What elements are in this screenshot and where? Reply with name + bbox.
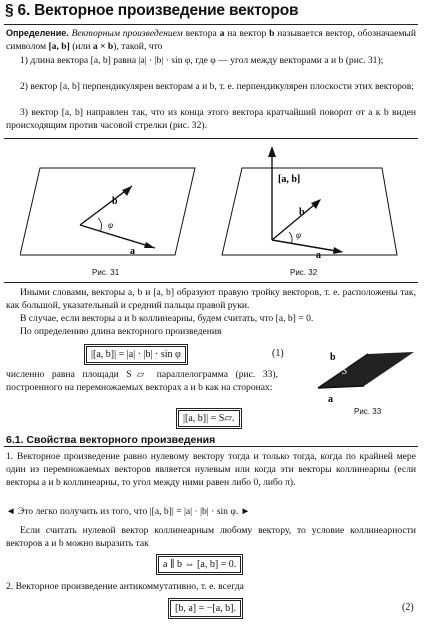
proof-1: ◄ Это легко получить из того, что |[a, b]| = |a| · |b| · sin φ. ► [6,506,251,517]
definition-rule [4,138,418,139]
label-a: a [316,250,321,261]
title-rule [4,24,418,25]
arrowhead-a [333,247,343,254]
caption-31: Рис. 31 [92,268,120,277]
arrowhead-a [144,242,155,248]
angle-arc [289,232,292,244]
definition-paragraph [6,27,416,53]
angle-arc [98,218,102,232]
label-a: a [130,246,135,257]
definition-item-3: 3) вектор [a, b] направлен так, что из конца этого вектора кратчайший поворот от a к b виден происходящим против часовой стрелки (рис. 32). [6,107,416,131]
label-b: b [112,196,118,207]
body-paragraph-2: В случае, если векторы a и b коллинеарны, будем считать, что [a, b] = 0. [20,313,314,324]
definition-text: вектора [182,28,220,39]
phi-label: φ [296,230,301,240]
area-label: S [342,366,347,377]
body-paragraph-4: численно равна площади S▱ параллелограмма (рис. 33), построенного на перемножаемых векторах a и b как на сторонах: [6,369,278,393]
section-rule [4,446,418,447]
label-b: b [299,207,305,218]
figure-33 [306,344,422,414]
cross-symbol-alt: a × b [92,41,114,52]
caption-33: Рис. 33 [354,407,382,416]
figure-32 [212,140,412,280]
equation-number-2: (2) [402,602,414,613]
phi-label: φ [108,220,113,230]
definition-text: ), такой, что [113,41,163,52]
plane [20,168,195,255]
arrow-a [80,225,155,248]
section-title: 6.1. Свойства векторного произведения [6,434,216,446]
caption-32: Рис. 32 [290,268,318,277]
plane [222,168,397,255]
definition-item-2: 2) вектор [a, b] перпендикулярен векторам a и b, т. е. перпендикулярен плоскости этих векторов; [20,81,414,92]
body-paragraph-5: Если считать нулевой вектор коллинеарным любому вектору, то условие коллинеарности векторов a и b можно выразить так [6,525,416,549]
definition-term: Векторным произведением [71,28,183,39]
definition-item-1: 1) длина вектора [a, b] равна |a| · |b| · sin φ, где φ — угол между векторами a и b (рис. 31); [20,55,384,66]
equation-number-1: (1) [272,348,284,359]
definition-text: (или [69,41,93,52]
formula-length: |[a, b]| = |a| · |b| · sin φ [86,346,186,363]
property-1: 1. Векторное произведение равно нулевому вектору тогда и только тогда, когда по крайней мере один из перемножаемых векторов является нулевым или когда эти векторы коллинеарны (если векторы a и b коллинеарны, то угол между ними равен либо 0, либо π). [6,451,416,488]
vector-a: a [219,28,225,39]
arrow-a [272,240,342,252]
figures-rule [4,282,418,283]
definition-text: называется вектор, обозначаемый символом [6,28,416,52]
label-a: a [328,394,333,405]
label-b: b [330,352,336,363]
vector-b: b [269,28,275,39]
body-paragraph-3: По определению длина векторного произведения [20,326,222,337]
arrowhead-ab [268,146,276,157]
formula-collinear: a ∥ b ⇔ [a, b] = 0. [158,556,241,573]
definition-label: Определение. [6,28,69,38]
formula-anticommutative: [b, a] = −[a, b]. [170,600,241,617]
property-2: 2. Векторное произведение антикоммутативно, т. е. всегда [6,581,244,592]
cross-symbol: [a, b] [48,41,70,52]
label-ab: [a, b] [278,174,301,185]
body-paragraph-1: Иными словами, векторы a, b и [a, b] образуют правую тройку векторов, т. е. расположены так, как большой, указательный и средний пальцы правой руки. [6,287,416,311]
arrowhead-b [311,199,321,209]
figure-31 [20,140,200,280]
definition-text: на вектор [224,28,270,39]
page-title: § 6. Векторное произведение векторов [5,2,299,19]
formula-area: |[a, b]| = S▱. [178,410,240,427]
arrowhead-b [122,186,132,196]
